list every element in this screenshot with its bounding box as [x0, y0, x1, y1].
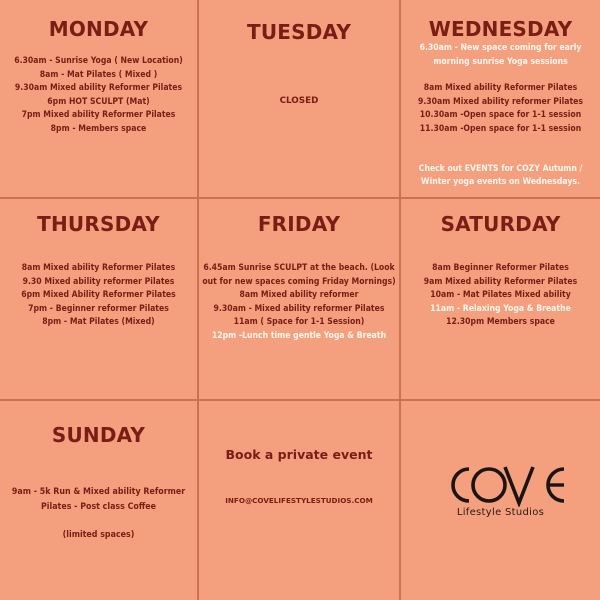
schedule-line: 6pm HOT SCULPT (Mat): [47, 96, 150, 107]
schedule-line: 11.30am -Open space for 1-1 session: [419, 123, 582, 134]
wednesday-schedule: [401, 42, 600, 190]
cove-wordmark-icon: [439, 463, 569, 507]
schedule-line: 8pm - Members space: [50, 123, 147, 134]
schedule-line: 7pm Mixed ability Reformer Pilates: [21, 110, 176, 121]
monday-schedule: [0, 55, 197, 137]
tuesday-cell: [199, 0, 401, 199]
friday-cell: [199, 199, 401, 401]
wednesday-cell: [401, 0, 600, 199]
schedule-line: 6.30am - Sunrise Yoga ( New Location): [14, 56, 183, 66]
schedule-line: 9.30am Mixed ability Reformer Pilates: [14, 83, 183, 94]
contact-email[interactable]: INFO@COVELIFESTYLESTUDIOS.COM: [225, 496, 373, 505]
schedule-line: 6.45am Sunrise SCULPT at the beach. (Look: [203, 263, 395, 273]
thursday-cell: [0, 199, 199, 401]
schedule-line: 7pm - Beginner reformer Pilates: [28, 303, 169, 314]
schedule-line: 8am - Mat Pilates ( Mixed ): [39, 69, 158, 80]
schedule-line: 9.30 Mixed ability reformer Pilates: [22, 276, 175, 287]
schedule-line: 9.30am Mixed ability reformer Pilates: [417, 96, 584, 107]
schedule-line: 9am - 5k Run & Mixed ability Reformer: [11, 487, 186, 497]
schedule-line: 12pm -Lunch time gentle Yoga & Breath: [211, 330, 387, 341]
schedule-line: 11am ( Space for 1-1 Session): [233, 317, 365, 328]
sunday-schedule: [0, 485, 197, 543]
schedule-line: 9.30am - Mixed ability reformer Pilates: [213, 303, 385, 314]
spacer: [401, 137, 600, 150]
spacer: [0, 515, 197, 528]
friday-title: FRIDAY: [257, 212, 341, 236]
schedule-line: 8am Beginner Reformer Pilates: [432, 263, 569, 273]
tuesday-status: CLOSED: [279, 96, 319, 106]
logo-cell: [401, 401, 600, 600]
tuesday-title: TUESDAY: [247, 20, 351, 44]
schedule-line: Winter yoga events on Wednesdays.: [421, 177, 580, 188]
schedule-line: Pilates - Post class Coffee: [40, 502, 157, 512]
thursday-schedule: [0, 262, 197, 330]
schedule-line: (limited spaces): [62, 530, 135, 540]
schedule-line: 8am Mixed ability Reformer Pilates: [423, 83, 578, 94]
sunday-title: SUNDAY: [51, 423, 146, 447]
logo-subtitle: Lifestyle Studios: [456, 507, 545, 518]
book-private-event-heading: Book a private event: [225, 447, 373, 462]
schedule-line: 8am Mixed ability reformer: [239, 290, 359, 301]
schedule-line: 10am - Mat Pilates Mixed ability: [430, 290, 571, 301]
monday-cell: [0, 0, 199, 199]
booking-cell: [199, 401, 401, 600]
monday-title: MONDAY: [48, 17, 149, 41]
schedule-line: 12.30pm Members space: [446, 317, 555, 328]
schedule-line: 6.30am - New space coming for early: [419, 43, 582, 53]
schedule-line: out for new spaces coming Friday Mornings): [202, 276, 396, 287]
schedule-line: 8am Mixed ability Reformer Pilates: [21, 263, 176, 273]
schedule-line: morning sunrise Yoga sessions: [433, 56, 568, 67]
schedule-line: 6pm Mixed Ability Reformer Pilates: [21, 290, 176, 301]
schedule-line: Check out EVENTS for COZY Autumn /: [418, 163, 583, 174]
saturday-schedule: [401, 262, 600, 330]
schedule-line: 10.30am -Open space for 1-1 session: [419, 110, 582, 121]
schedule-line: 9am Mixed ability Reformer Pilates: [423, 276, 578, 287]
sunday-cell: [0, 401, 199, 600]
spacer: [401, 69, 600, 82]
schedule-line: 11am - Relaxing Yoga & Breathe: [430, 303, 571, 314]
saturday-title: SATURDAY: [440, 212, 561, 236]
wednesday-title: WEDNESDAY: [428, 17, 573, 41]
thursday-title: THURSDAY: [37, 212, 160, 236]
spacer: [401, 150, 600, 163]
schedule-line: 8pm - Mat Pilates (Mixed): [42, 317, 155, 328]
friday-schedule: [199, 262, 399, 344]
saturday-cell: [401, 199, 600, 401]
